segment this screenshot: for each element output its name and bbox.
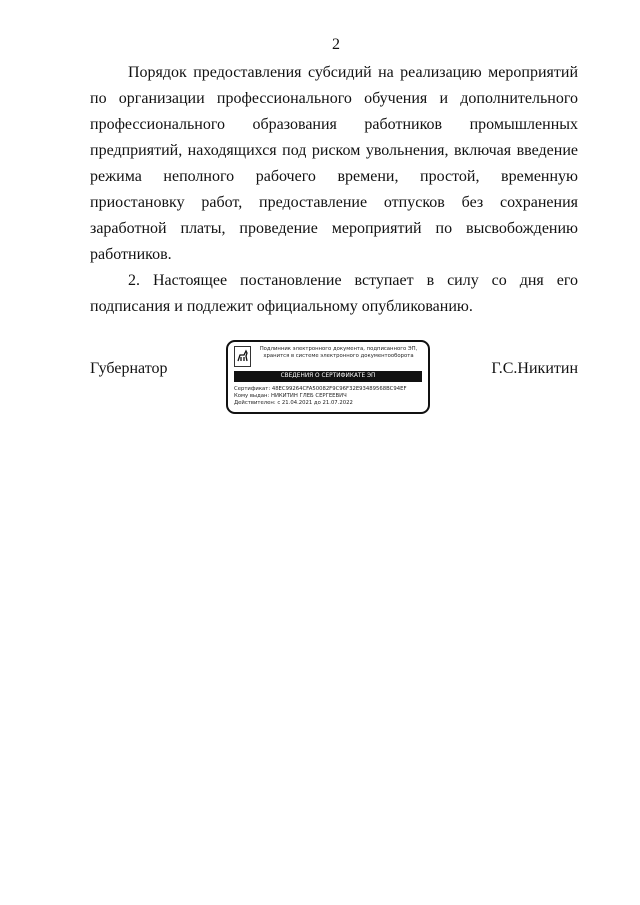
stamp-top [234, 346, 422, 367]
stamp-validity: Действителен: с 21.04.2021 до 21.07.2022 [234, 400, 353, 406]
paragraph: 2. Настоящее постановление вступает в силу со дня его подписания и подлежит официальному опубликованию. [90, 272, 578, 315]
body-text [90, 60, 578, 320]
coat-of-arms-icon [234, 346, 251, 367]
signatory-position: Губернатор [90, 360, 168, 377]
stamp-issued-to: Кому выдан: НИКИТИН ГЛЕБ СЕРГЕЕВИЧ [234, 393, 347, 399]
stamp-certificate: Сертификат: 48EC99264CFA50082F9C96F32E93489568BC94EF [234, 386, 407, 392]
stamp-header: Подлинник электронного документа, подписанного ЭП, хранится в системе электронного документооборота [259, 346, 418, 359]
electronic-signature-stamp [226, 340, 430, 414]
page-number: 2 [332, 36, 340, 53]
signatory-name: Г.С.Никитин [491, 360, 578, 377]
stamp-title: СВЕДЕНИЯ О СЕРТИФИКАТЕ ЭП [234, 371, 422, 382]
paragraph: Порядок предоставления субсидий на реализацию мероприятий по организации профессионального обучения и дополнительного профессионального образования работников промышленных предприятий, находящихся под риском увольнения, включая введение режима неполного рабочего времени, простой, временную приостановку работ, предоставление отпусков без сохранения заработной платы, проведение мероприятий по высвобождению работников. [90, 64, 578, 263]
